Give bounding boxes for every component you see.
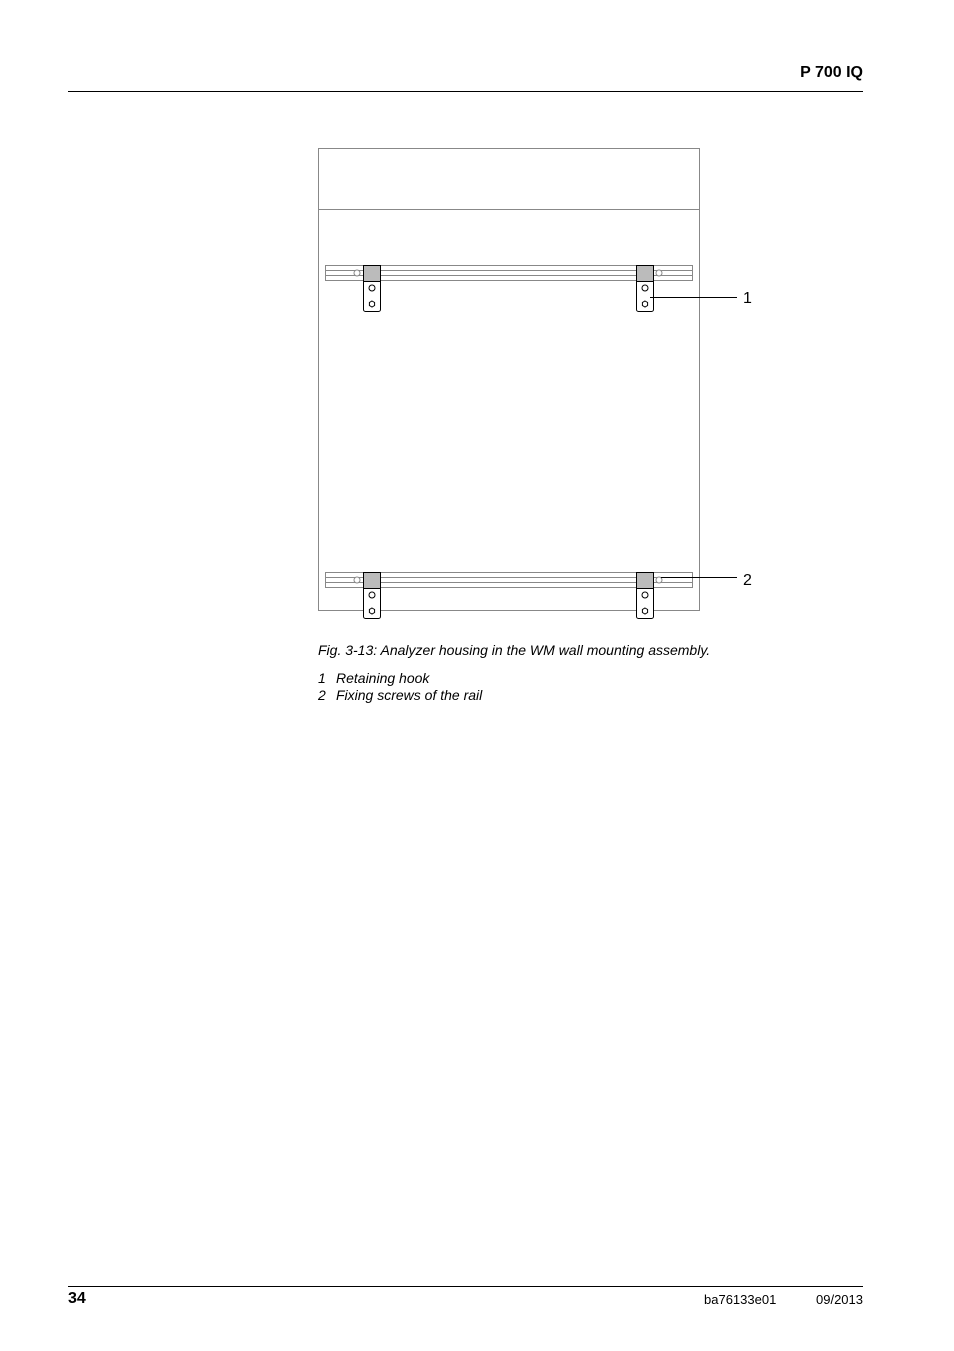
document-date: 09/2013 [816, 1292, 863, 1307]
legend-text: Fixing screws of the rail [336, 687, 483, 703]
callout-label-1: 1 [743, 290, 752, 307]
legend-number: 2 [318, 687, 326, 703]
retaining-hook [364, 266, 381, 312]
document-title: P 700 IQ [800, 64, 863, 81]
figure-caption: Fig. 3-13: Analyzer housing in the WM wall mounting assembly. [318, 642, 711, 658]
legend-number: 1 [318, 670, 326, 686]
callout-label-2: 2 [743, 572, 752, 589]
rail-screw [354, 270, 360, 276]
legend-item [318, 687, 482, 704]
page-number: 34 [68, 1290, 86, 1307]
retaining-hook [637, 266, 654, 312]
rail-screw [354, 577, 360, 583]
document-id: ba76133e01 [704, 1292, 777, 1307]
header-rule [68, 91, 863, 92]
figure-legend [318, 670, 482, 704]
legend-item [318, 670, 482, 687]
footer-rule [68, 1286, 863, 1287]
retaining-hook [364, 573, 381, 619]
mounting-diagram [310, 140, 770, 620]
retaining-hook [637, 573, 654, 619]
housing-outline [319, 149, 700, 611]
rail-screw [656, 270, 662, 276]
legend-text: Retaining hook [336, 670, 430, 686]
